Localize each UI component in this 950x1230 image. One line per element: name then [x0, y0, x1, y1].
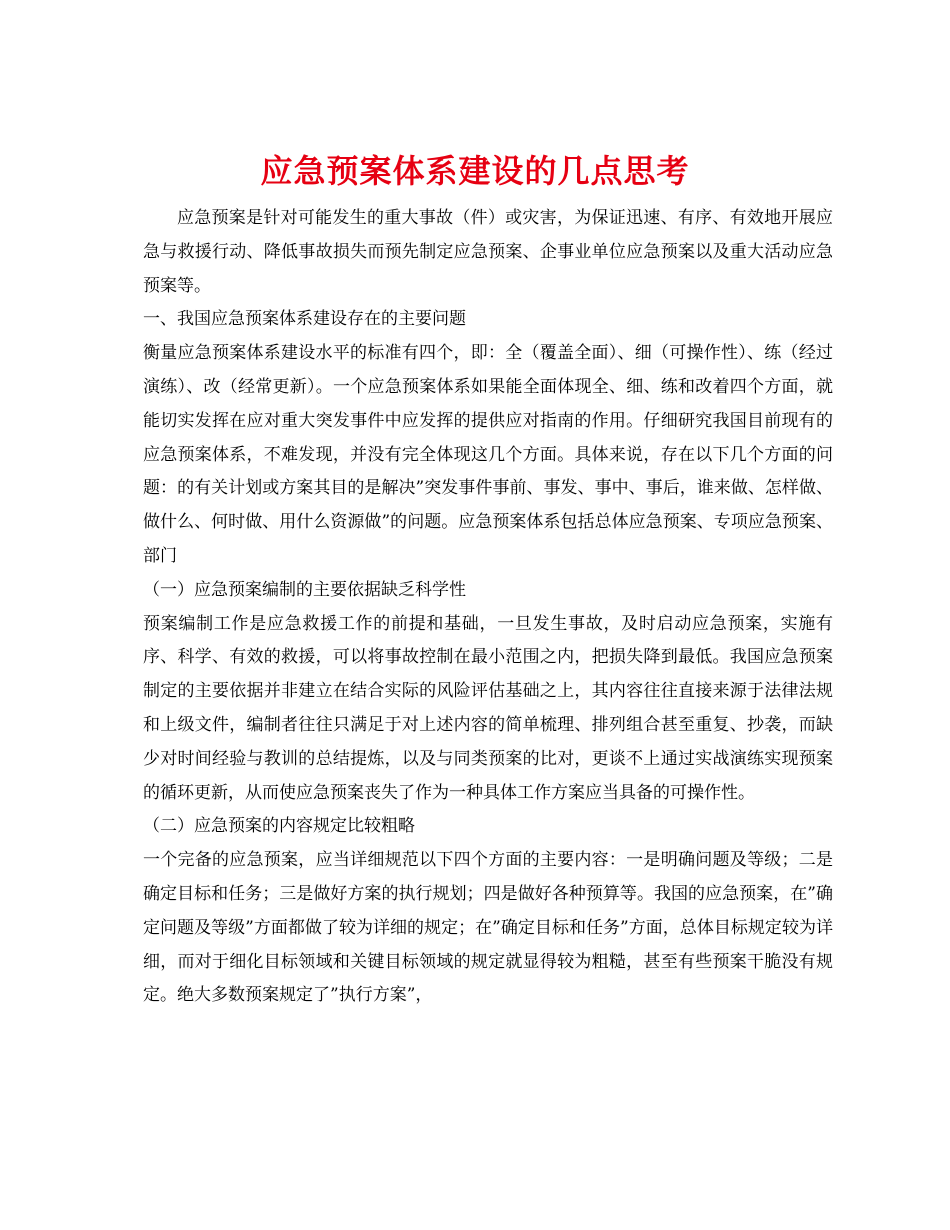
body-paragraph: 一个完备的应急预案，应当详细规范以下四个方面的主要内容：一是明确问题及等级；二是确定目标和任务；三是做好方案的执行规划；四是做好各种预算等。我国的应急预案，在”确定问题及等级”方面都做了较为详细的规定；在”确定目标和任务”方面，总体目标规定较为详细，而对于细化目标领域和关键目标领域的规定就显得较为粗糙，甚至有些预案干脆没有规定。绝大多数预案规定了”执行方案”， — [143, 850, 833, 1006]
subsection-heading-1: （一）应急预案编制的主要依据缺乏科学性 — [143, 579, 466, 600]
document-title: 应急预案体系建设的几点思考 — [260, 152, 690, 191]
document-body — [143, 202, 833, 1013]
section-heading-1: 一、我国应急预案体系建设存在的主要问题 — [143, 309, 466, 330]
intro-paragraph: 应急预案是针对可能发生的重大事故（件）或灾害，为保证迅速、有序、有效地开展应急与救援行动、降低事故损失而预先制定应急预案、企事业单位应急预案以及重大活动应急预案等。 — [143, 208, 833, 296]
body-paragraph: 预案编制工作是应急救援工作的前提和基础，一旦发生事故，及时启动应急预案，实施有序、科学、有效的救援，可以将事故控制在最小范围之内，把损失降到最低。我国应急预案制定的主要依据并非建立在结合实际的风险评估基础之上，其内容往往直接来源于法律法规和上级文件，编制者往往只满足于对上述内容的简单梳理、排列组合甚至重复、抄袭，而缺少对时间经验与教训的总结提炼，以及与同类预案的比对，更谈不上通过实战演练实现预案的循环更新，从而使应急预案丧失了作为一种具体工作方案应当具备的可操作性。 — [143, 613, 833, 803]
subsection-heading-2: （二）应急预案的内容规定比较粗略 — [143, 816, 415, 837]
body-paragraph: 衡量应急预案体系建设水平的标准有四个，即：全（覆盖全面）、细（可操作性）、练（经过演练）、改（经常更新）。一个应急预案体系如果能全面体现全、细、练和改着四个方面，就能切实发挥在应对重大突发事件中应发挥的提供应对指南的作用。仔细研究我国目前现有的应急预案体系，不难发现，并没有完全体现这几个方面。具体来说，存在以下几个方面的问题：的有关计划或方案其目的是解决”突发事件事前、事发、事中、事后，谁来做、怎样做、做什么、何时做、用什么资源做”的问题。应急预案体系包括总体应急预案、专项应急预案、部门 — [143, 343, 833, 566]
